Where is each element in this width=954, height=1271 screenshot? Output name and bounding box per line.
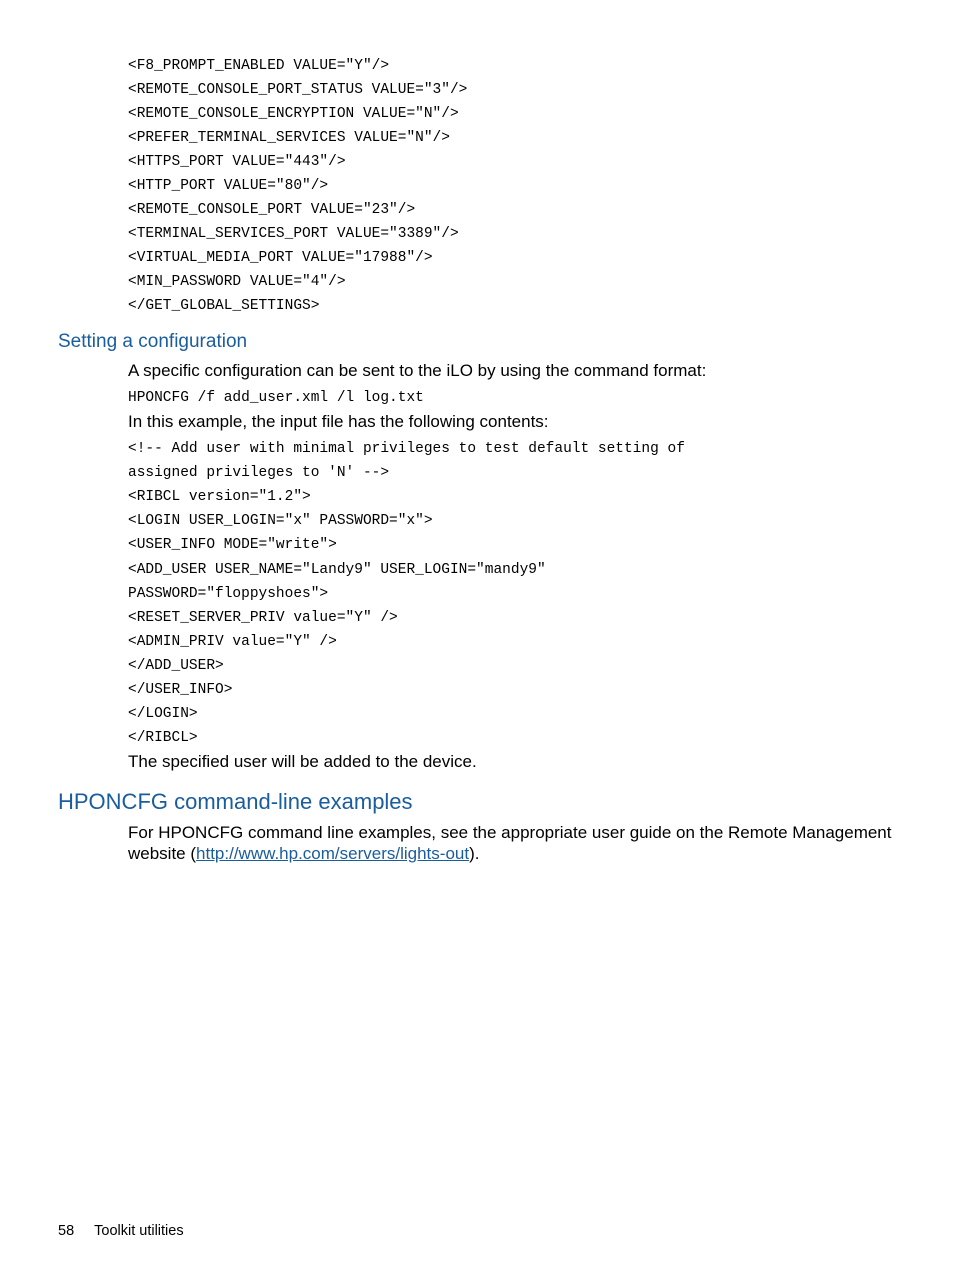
lights-out-link[interactable]: http://www.hp.com/servers/lights-out	[196, 844, 470, 863]
command-example: HPONCFG /f add_user.xml /l log.txt	[128, 390, 424, 406]
code-line: <ADD_USER USER_NAME="Landy9" USER_LOGIN="mandy9"	[128, 562, 546, 578]
code-line: </USER_INFO>	[128, 682, 233, 698]
code-line: <!-- Add user with minimal privileges to test default setting of	[128, 441, 685, 457]
code-line: <USER_INFO MODE="write">	[128, 537, 337, 553]
page-footer	[58, 1222, 184, 1240]
section-heading-command-line-examples: HPONCFG command-line examples	[58, 789, 413, 814]
code-line: <REMOTE_CONSOLE_ENCRYPTION VALUE="N"/>	[128, 106, 459, 122]
footer-section-title: Toolkit utilities	[94, 1223, 184, 1239]
code-line: <F8_PROMPT_ENABLED VALUE="Y"/>	[128, 58, 390, 74]
code-line: <MIN_PASSWORD VALUE="4"/>	[128, 274, 346, 290]
code-line: </GET_GLOBAL_SETTINGS>	[128, 298, 320, 314]
code-line: <PREFER_TERMINAL_SERVICES VALUE="N"/>	[128, 130, 450, 146]
examples-text-suffix: ).	[469, 844, 480, 863]
examples-text-prefix: website (	[128, 844, 197, 863]
setting-outro-text: The specified user will be added to the device.	[128, 752, 477, 771]
setting-intro-text: A specific configuration can be sent to the iLO by using the command format:	[128, 361, 707, 380]
code-line: assigned privileges to 'N' -->	[128, 465, 390, 481]
code-line: <HTTP_PORT VALUE="80"/>	[128, 178, 329, 194]
code-line: </LOGIN>	[128, 706, 198, 722]
example-intro-text: In this example, the input file has the following contents:	[128, 412, 549, 431]
section-heading-setting-configuration: Setting a configuration	[58, 331, 248, 352]
code-line: <ADMIN_PRIV value="Y" />	[128, 634, 337, 650]
examples-text-line2	[128, 843, 479, 864]
code-line: <LOGIN USER_LOGIN="x" PASSWORD="x">	[128, 513, 433, 529]
code-line: <HTTPS_PORT VALUE="443"/>	[128, 154, 346, 170]
code-line: <RIBCL version="1.2">	[128, 489, 311, 505]
code-line: <REMOTE_CONSOLE_PORT_STATUS VALUE="3"/>	[128, 82, 468, 98]
code-line: <TERMINAL_SERVICES_PORT VALUE="3389"/>	[128, 226, 459, 242]
examples-text-line1: For HPONCFG command line examples, see the appropriate user guide on the Remote Management	[128, 823, 892, 842]
code-line: <VIRTUAL_MEDIA_PORT VALUE="17988"/>	[128, 250, 433, 266]
code-line: </RIBCL>	[128, 730, 198, 746]
code-line: </ADD_USER>	[128, 658, 224, 674]
code-line: <RESET_SERVER_PRIV value="Y" />	[128, 610, 398, 626]
code-line: <REMOTE_CONSOLE_PORT VALUE="23"/>	[128, 202, 416, 218]
code-line: PASSWORD="floppyshoes">	[128, 586, 329, 602]
page-number: 58	[58, 1223, 75, 1239]
